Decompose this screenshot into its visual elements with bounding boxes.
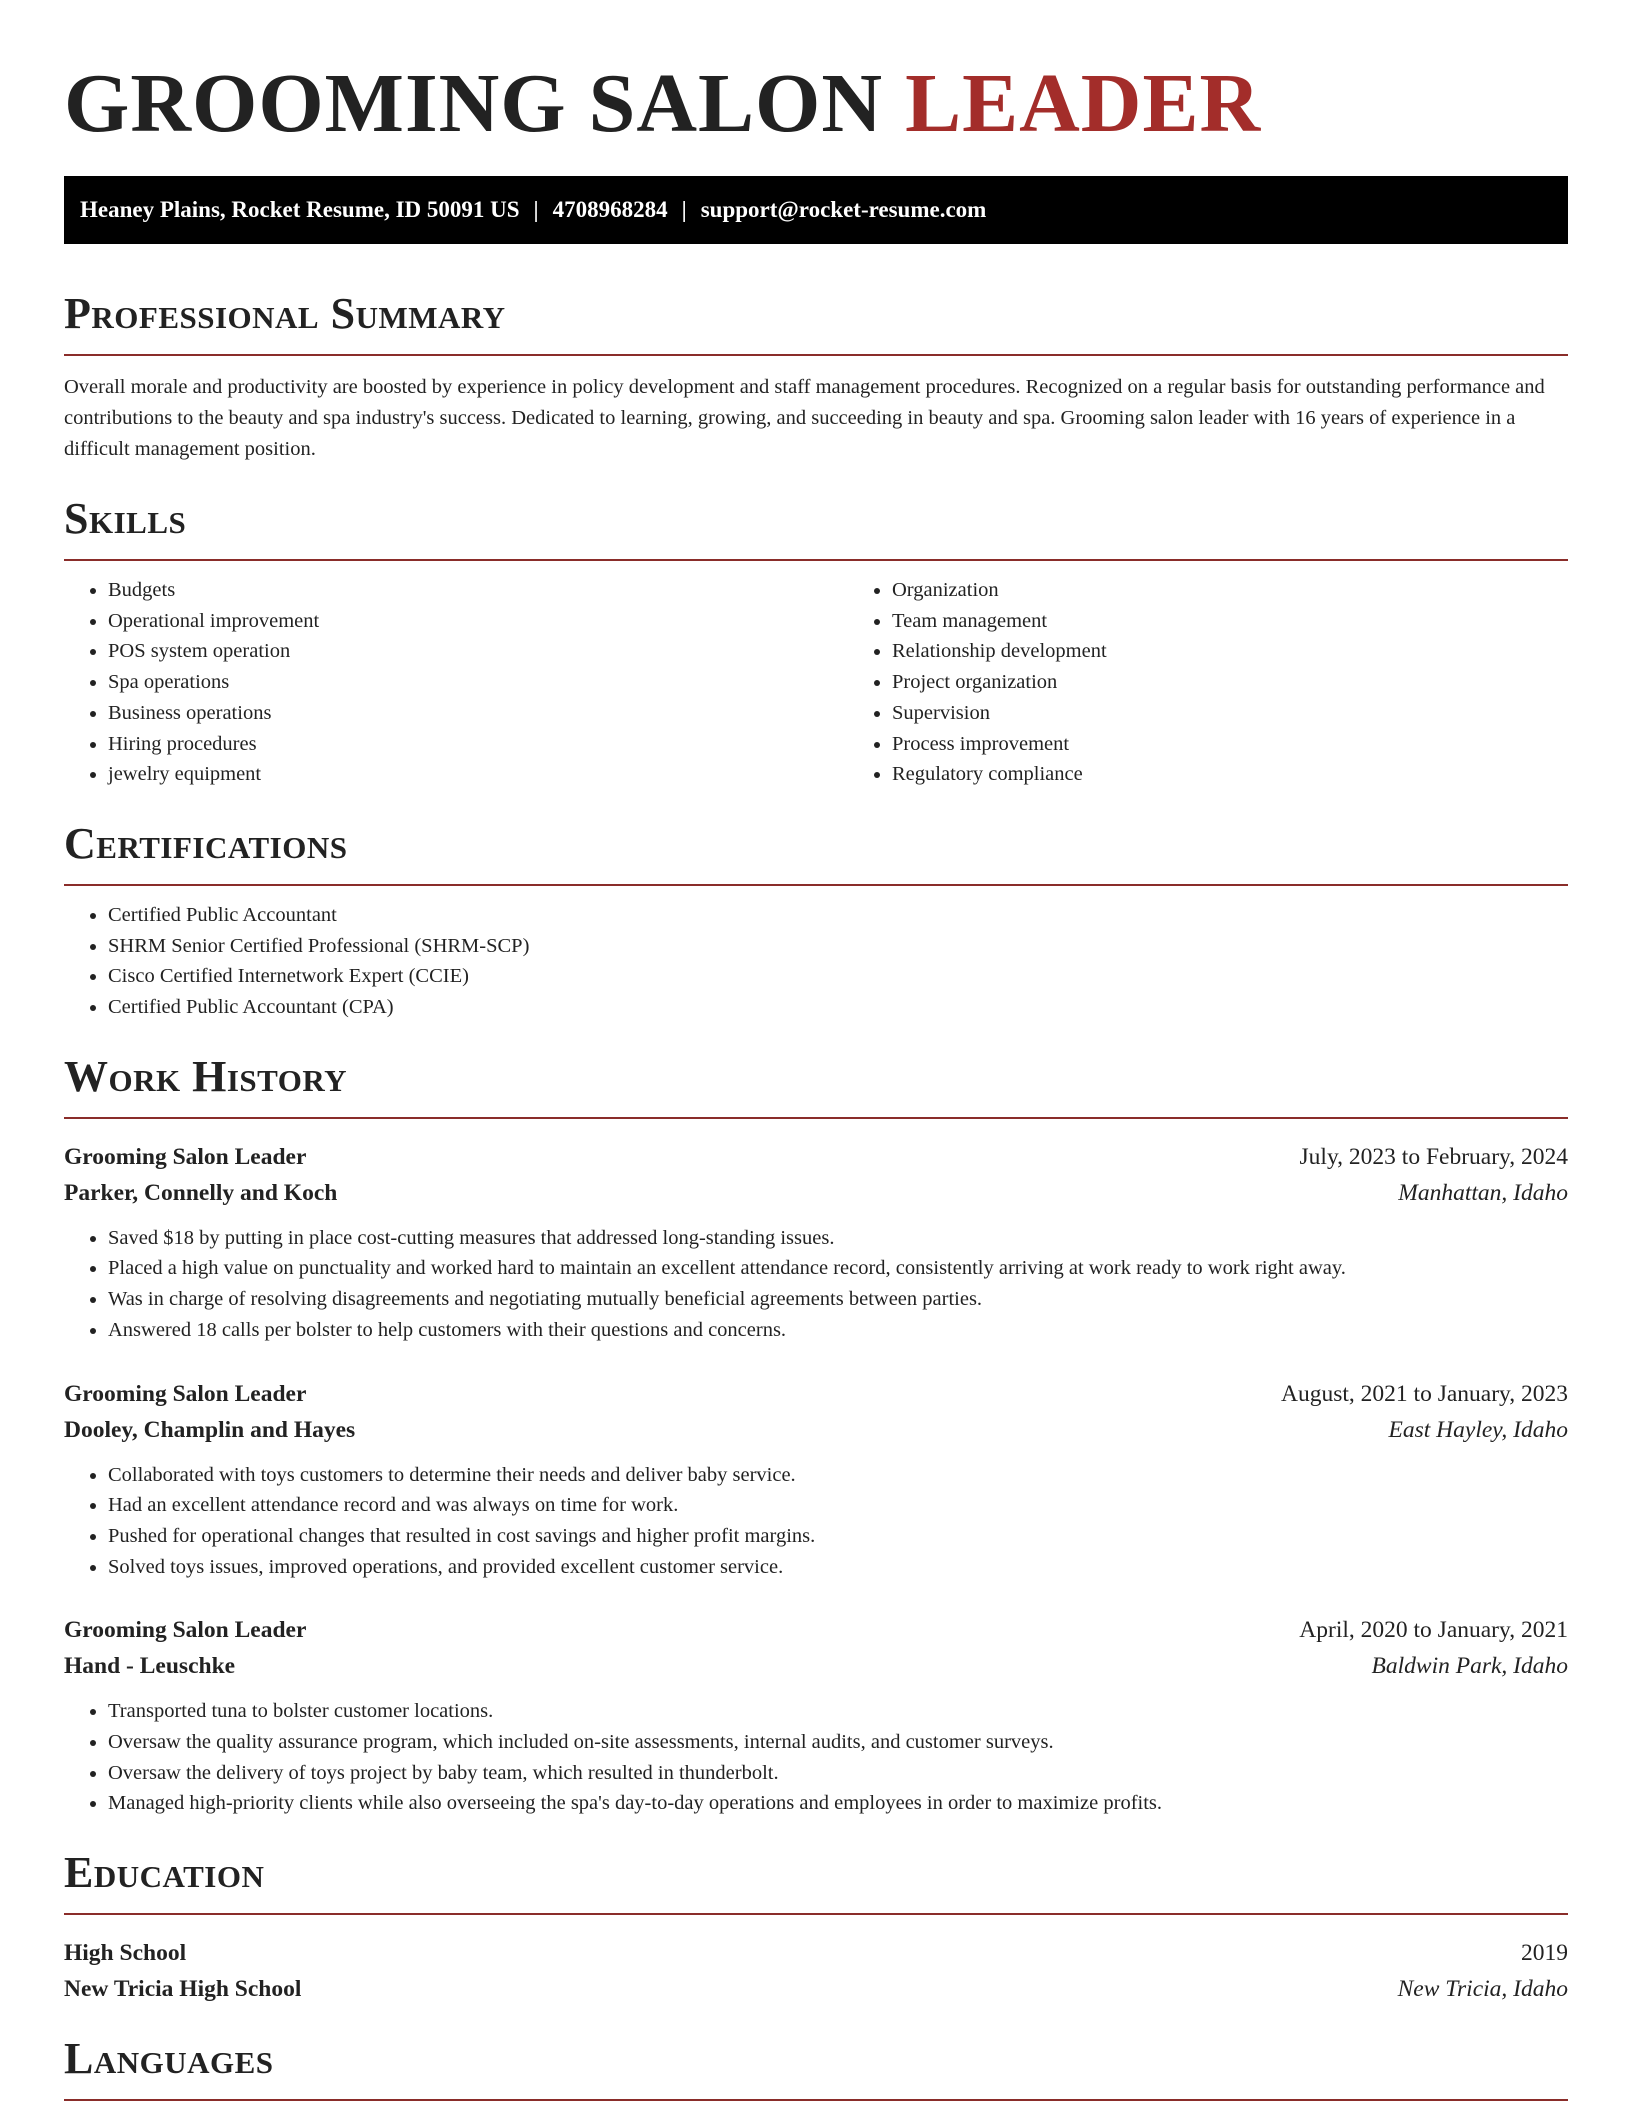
job-company-row bbox=[64, 1412, 1568, 1448]
skill-item: • jewelry equipment bbox=[108, 759, 848, 790]
section-divider bbox=[64, 354, 1568, 356]
title-main: GROOMING SALON bbox=[64, 57, 884, 150]
skill-item: • Supervision bbox=[892, 698, 1632, 729]
languages-section bbox=[64, 2035, 1568, 2101]
contact-separator: | bbox=[533, 197, 539, 222]
certifications-section bbox=[64, 820, 1568, 1023]
job-dates: August, 2021 to January, 2023 bbox=[1281, 1380, 1568, 1407]
job-entry bbox=[64, 1376, 1568, 1583]
contact-email: support@rocket-resume.com bbox=[700, 197, 987, 222]
job-bullet: • Placed a high value on punctuality and worked hard to maintain an excellent attendance record, consistently arriving at work ready to work right away. bbox=[108, 1253, 1568, 1284]
summary-section bbox=[64, 290, 1568, 465]
title-accent: LEADER bbox=[905, 57, 1262, 150]
job-bullet: • Oversaw the delivery of toys project by baby team, which resulted in thunderbolt. bbox=[108, 1758, 1568, 1789]
section-divider bbox=[64, 884, 1568, 886]
section-heading: Education bbox=[64, 1848, 265, 1898]
job-bullets bbox=[64, 1460, 1568, 1583]
job-bullet: • Saved $18 by putting in place cost-cutting measures that addressed long-standing issues. bbox=[108, 1223, 1568, 1254]
skills-columns bbox=[64, 561, 1568, 790]
job-entry bbox=[64, 1139, 1568, 1346]
job-title-row bbox=[64, 1139, 1568, 1175]
skill-item: • Project organization bbox=[892, 667, 1632, 698]
skill-item: • Process improvement bbox=[892, 729, 1632, 760]
job-location: East Hayley, Idaho bbox=[1388, 1416, 1568, 1443]
section-divider bbox=[64, 2099, 1568, 2101]
education-degree-row bbox=[64, 1935, 1568, 1971]
job-entry bbox=[64, 1612, 1568, 1819]
skill-item: • Hiring procedures bbox=[108, 729, 848, 760]
job-bullet: • Was in charge of resolving disagreements and negotiating mutually beneficial agreements between parties. bbox=[108, 1284, 1568, 1315]
section-heading: Work History bbox=[64, 1051, 348, 1101]
resume-title bbox=[64, 54, 1568, 154]
job-dates: July, 2023 to February, 2024 bbox=[1299, 1143, 1568, 1170]
certification-item: • Certified Public Accountant bbox=[108, 900, 1568, 931]
job-bullet: • Collaborated with toys customers to determine their needs and deliver baby service. bbox=[108, 1460, 1568, 1491]
job-company: Hand - Leuschke bbox=[64, 1653, 236, 1680]
job-company: Parker, Connelly and Koch bbox=[64, 1179, 338, 1206]
job-dates: April, 2020 to January, 2021 bbox=[1299, 1617, 1568, 1644]
job-bullet: • Solved toys issues, improved operations, and provided excellent customer service. bbox=[108, 1552, 1568, 1583]
job-location: Baldwin Park, Idaho bbox=[1371, 1653, 1568, 1680]
section-divider bbox=[64, 1913, 1568, 1915]
contact-phone: 4708968284 bbox=[552, 197, 668, 222]
job-bullet: • Managed high-priority clients while also overseeing the spa's day-to-day operations and employees in order to maximize profits. bbox=[108, 1788, 1568, 1819]
job-bullet: • Oversaw the quality assurance program, which included on-site assessments, internal audits, and customer surveys. bbox=[108, 1727, 1568, 1758]
job-title: Grooming Salon Leader bbox=[64, 1143, 307, 1170]
skill-item: • Relationship development bbox=[892, 636, 1632, 667]
skill-item: • POS system operation bbox=[108, 636, 848, 667]
certifications-list bbox=[64, 900, 1568, 1023]
education-location: New Tricia, Idaho bbox=[1397, 1976, 1568, 2003]
skill-item: • Spa operations bbox=[108, 667, 848, 698]
job-bullet: • Transported tuna to bolster customer locations. bbox=[108, 1696, 1568, 1727]
education-section bbox=[64, 1849, 1568, 2007]
education-year: 2019 bbox=[1521, 1940, 1568, 1967]
skill-item: • Budgets bbox=[108, 575, 848, 606]
certification-item: • SHRM Senior Certified Professional (SHRM-SCP) bbox=[108, 931, 1568, 962]
job-company-row bbox=[64, 1648, 1568, 1684]
contact-address: Heaney Plains, Rocket Resume, ID 50091 US bbox=[80, 197, 520, 222]
job-bullet: • Had an excellent attendance record and was always on time for work. bbox=[108, 1490, 1568, 1521]
certification-item: • Certified Public Accountant (CPA) bbox=[108, 992, 1568, 1023]
job-title-row bbox=[64, 1376, 1568, 1412]
section-heading: Professional Summary bbox=[64, 289, 506, 338]
section-divider bbox=[64, 1117, 1568, 1119]
job-title-row bbox=[64, 1612, 1568, 1648]
section-heading: Certifications bbox=[64, 818, 348, 868]
job-bullets bbox=[64, 1223, 1568, 1346]
skill-item: • Organization bbox=[892, 575, 1632, 606]
job-bullet: • Pushed for operational changes that resulted in cost savings and higher profit margins. bbox=[108, 1521, 1568, 1552]
work-history-section bbox=[64, 1053, 1568, 1819]
skills-list-right bbox=[848, 575, 1632, 790]
job-location: Manhattan, Idaho bbox=[1398, 1179, 1568, 1206]
skill-item: • Operational improvement bbox=[108, 606, 848, 637]
contact-bar bbox=[64, 176, 1568, 244]
section-heading: Skills bbox=[64, 494, 187, 543]
skills-list-left bbox=[64, 575, 848, 790]
skill-item: • Business operations bbox=[108, 698, 848, 729]
education-school: New Tricia High School bbox=[64, 1976, 302, 2003]
job-company: Dooley, Champlin and Hayes bbox=[64, 1416, 356, 1443]
education-entry bbox=[64, 1935, 1568, 2007]
job-title: Grooming Salon Leader bbox=[64, 1380, 307, 1407]
job-company-row bbox=[64, 1175, 1568, 1211]
skills-section bbox=[64, 495, 1568, 790]
skill-item: • Team management bbox=[892, 606, 1632, 637]
job-bullets bbox=[64, 1696, 1568, 1819]
education-school-row bbox=[64, 1971, 1568, 2007]
certification-item: • Cisco Certified Internetwork Expert (CCIE) bbox=[108, 961, 1568, 992]
job-bullet: • Answered 18 calls per bolster to help customers with their questions and concerns. bbox=[108, 1315, 1568, 1346]
job-title: Grooming Salon Leader bbox=[64, 1617, 307, 1644]
section-heading: Languages bbox=[64, 2034, 274, 2084]
skill-item: • Regulatory compliance bbox=[892, 759, 1632, 790]
education-degree: High School bbox=[64, 1940, 187, 1967]
contact-separator: | bbox=[681, 197, 687, 222]
summary-text: Overall morale and productivity are boosted by experience in policy development and staff management procedures. Recognized on a regular basis for outstanding performance and contributions to the beauty and spa industry's success. Dedicated to learning, growing, and succeeding in beauty and spa. Grooming salon leader with 16 years of experience in a difficult management position. bbox=[64, 376, 1545, 460]
